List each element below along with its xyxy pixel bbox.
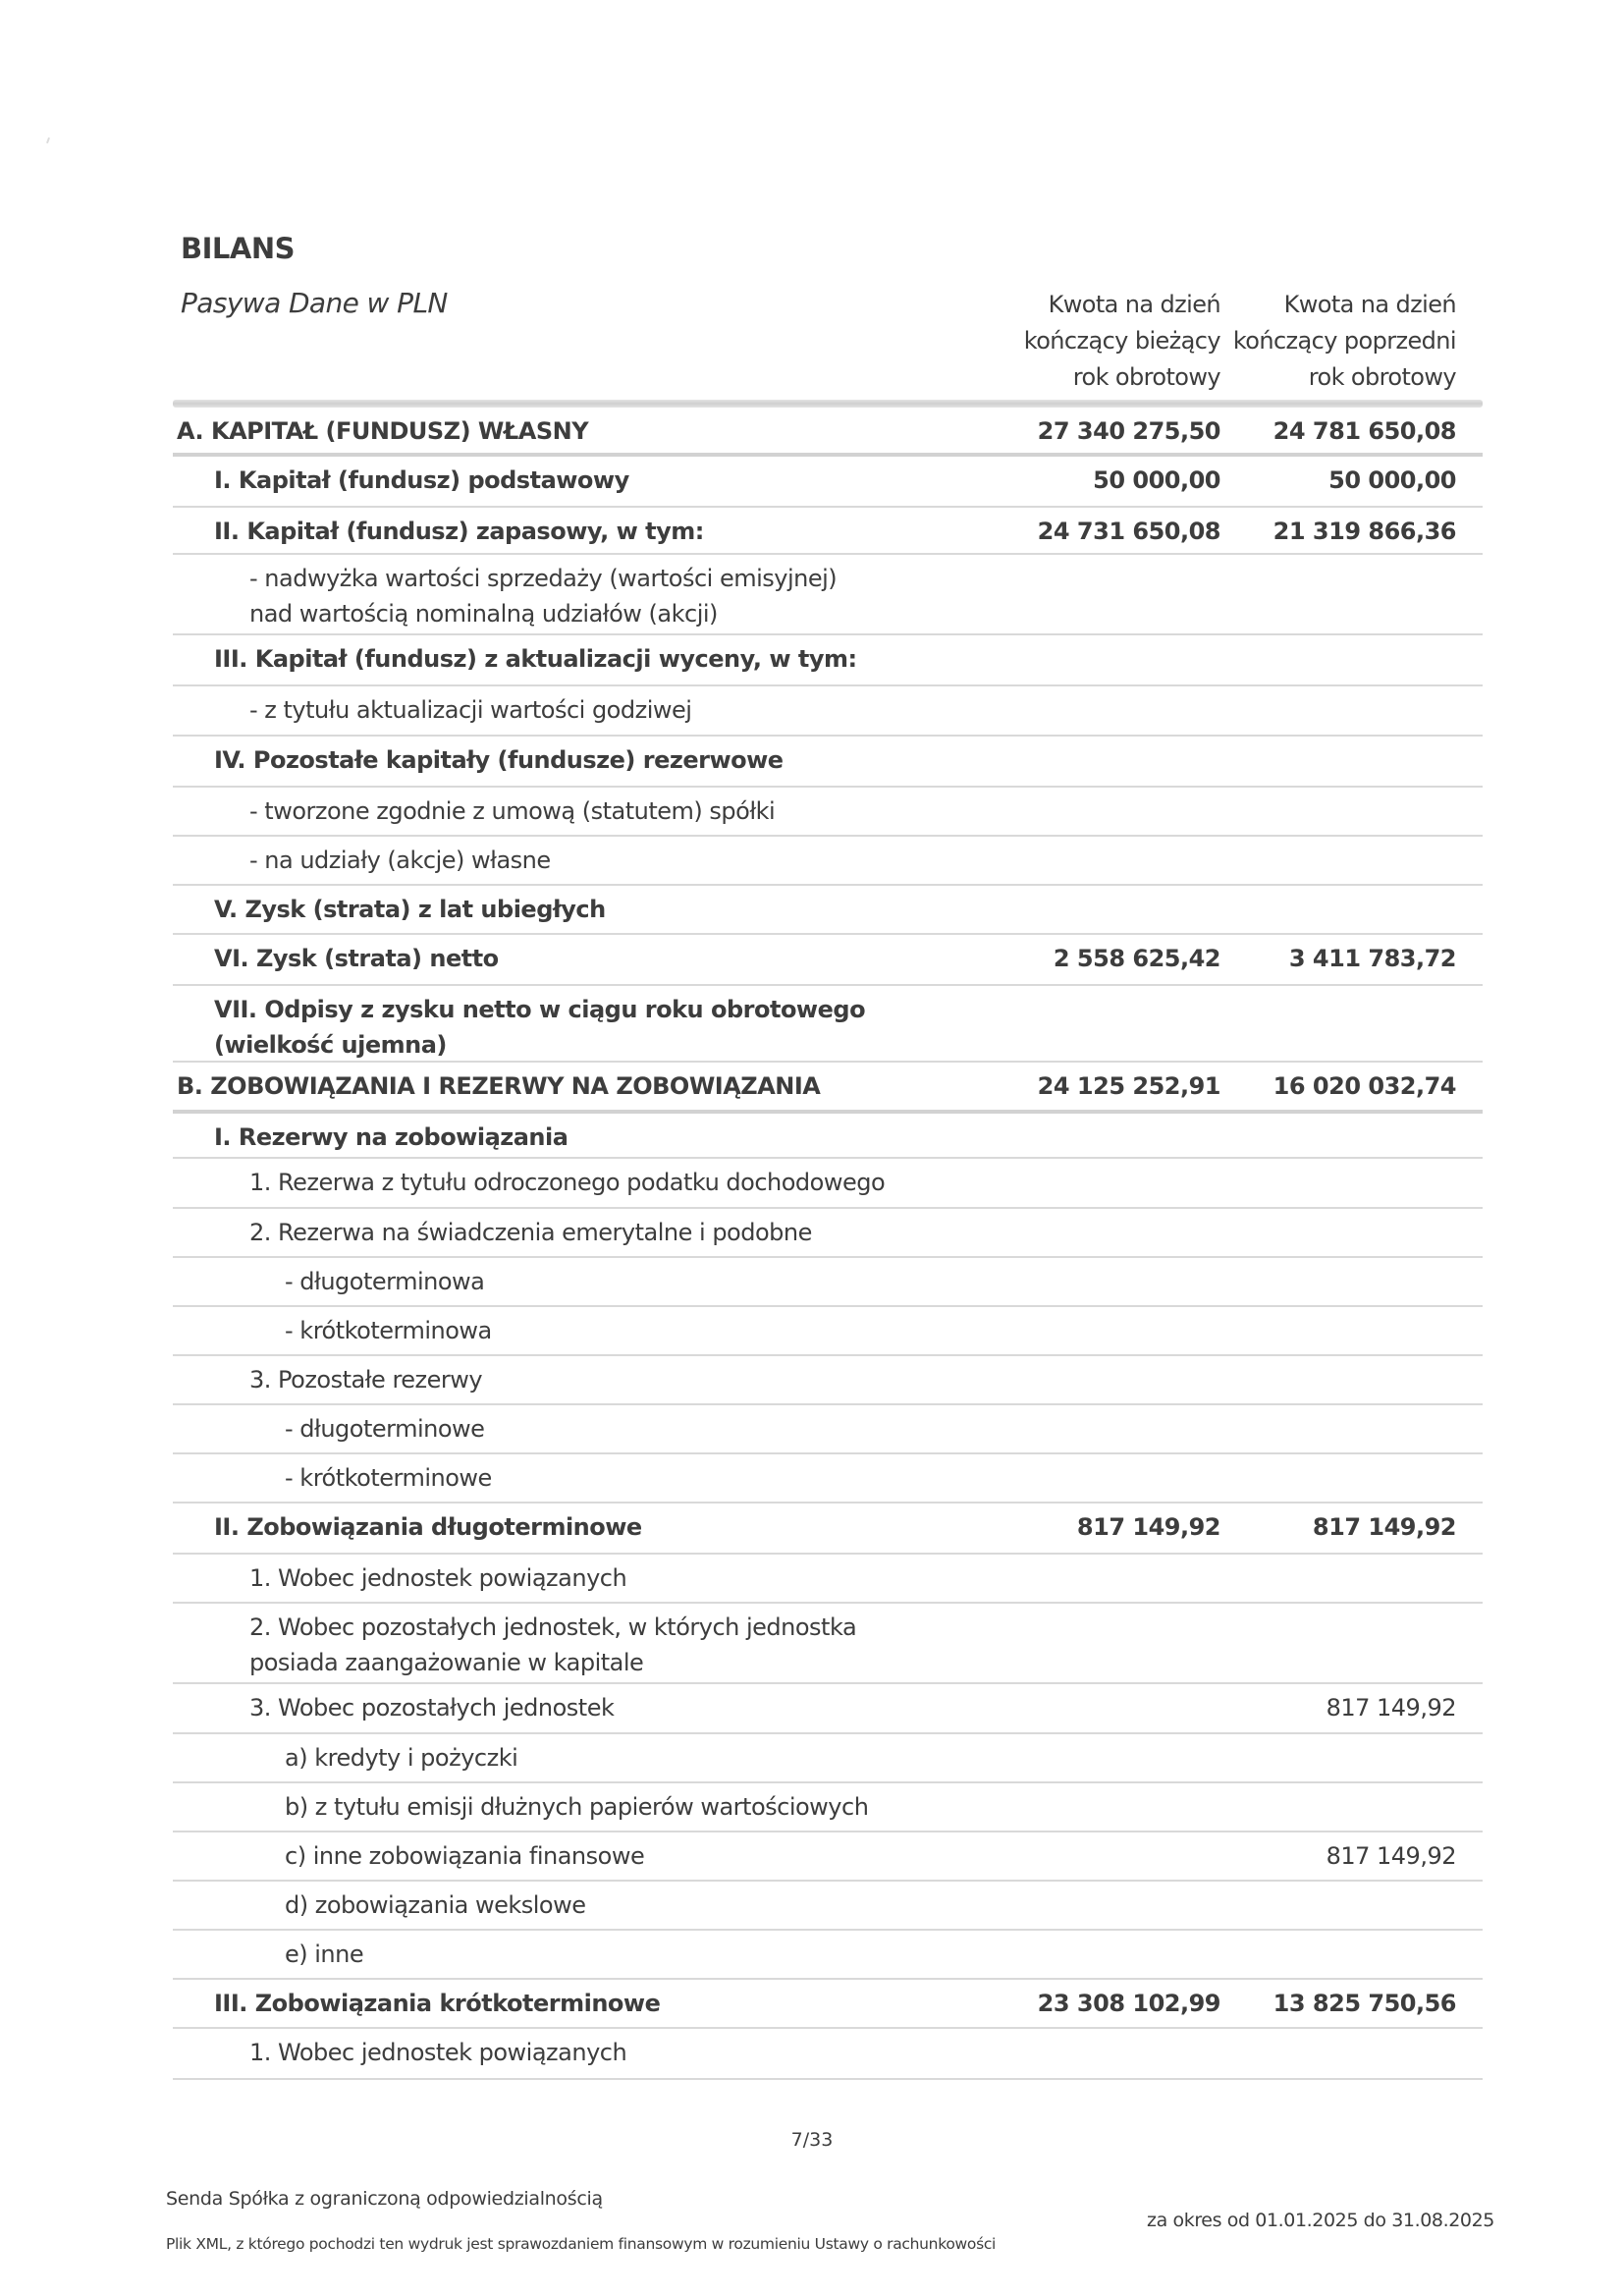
current-year-value: 24 731 650,08 [1037, 518, 1220, 545]
current-year-value: 24 125 252,91 [1037, 1072, 1220, 1100]
current-year-value: 817 149,92 [1076, 1513, 1220, 1541]
previous-year-value: 13 825 750,56 [1272, 1990, 1456, 2017]
table-row [173, 1734, 1483, 1783]
balance-sheet-table [173, 408, 1483, 2080]
table-row [173, 886, 1483, 935]
previous-year-value: 3 411 783,72 [1288, 945, 1456, 972]
table-row [173, 1159, 1483, 1209]
table-row [173, 986, 1483, 1063]
table-row [173, 1555, 1483, 1604]
table-row [173, 788, 1483, 837]
row-label: 1. Wobec jednostek powiązanych [249, 1564, 627, 1592]
table-row [173, 1454, 1483, 1503]
table-row [173, 457, 1483, 508]
row-label: VII. Odpisy z zysku netto w ciągu roku obrotowego (wielkość ujemna) [214, 996, 866, 1059]
row-label: I. Rezerwy na zobowiązania [214, 1123, 568, 1151]
row-label: - krótkoterminowa [285, 1317, 492, 1344]
table-row [173, 1832, 1483, 1882]
table-row [173, 837, 1483, 886]
row-label: A. KAPITAŁ (FUNDUSZ) WŁASNY [177, 417, 589, 445]
row-label: 2. Rezerwa na świadczenia emerytalne i podobne [249, 1219, 812, 1246]
row-label: 2. Wobec pozostałych jednostek, w których jednostka posiada zaangażowanie w kapitale [249, 1613, 857, 1676]
row-label: III. Zobowiązania krótkoterminowe [214, 1990, 661, 2017]
row-label: II. Kapitał (fundusz) zapasowy, w tym: [214, 518, 704, 545]
table-row [173, 555, 1483, 635]
table-row [173, 635, 1483, 686]
row-label: III. Kapitał (fundusz) z aktualizacji wyceny, w tym: [214, 645, 857, 673]
table-row [173, 408, 1483, 457]
row-label: b) z tytułu emisji dłużnych papierów wartościowych [285, 1793, 869, 1821]
scan-speck [46, 137, 50, 143]
previous-year-value: 817 149,92 [1312, 1513, 1456, 1541]
row-label: - tworzone zgodnie z umową (statutem) spółki [249, 797, 776, 825]
row-label: B. ZOBOWIĄZANIA I REZERWY NA ZOBOWIĄZANIA [177, 1072, 821, 1100]
table-row [173, 1783, 1483, 1832]
row-label: a) kredyty i pożyczki [285, 1744, 518, 1772]
column-header-line: rok obrotowy [1308, 363, 1456, 391]
row-label: II. Zobowiązania długoterminowe [214, 1513, 642, 1541]
row-label: - z tytułu aktualizacji wartości godziwej [249, 696, 692, 724]
row-label: - długoterminowa [285, 1268, 485, 1295]
previous-year-value: 817 149,92 [1326, 1842, 1456, 1870]
table-row [173, 1307, 1483, 1356]
table-row [173, 737, 1483, 788]
row-label: e) inne [285, 1941, 364, 1968]
row-label: - nadwyżka wartości sprzedaży (wartości emisyjnej) nad wartością nominalną udziałów (akcji) [249, 565, 838, 628]
previous-year-value: 21 319 866,36 [1272, 518, 1456, 545]
column-header-line: rok obrotowy [1072, 363, 1220, 391]
column-header-line: Kwota na dzień [1048, 291, 1220, 318]
footer-legal-note: Plik XML, z którego pochodzi ten wydruk jest sprawozdaniem finansowym w rozumieniu Ustawy o rachunkowości [166, 2235, 997, 2253]
row-label: - długoterminowe [285, 1415, 485, 1443]
table-row [173, 1684, 1483, 1734]
table-row [173, 1980, 1483, 2029]
row-label: 3. Wobec pozostałych jednostek [249, 1694, 615, 1722]
footer-reporting-period: za okres od 01.01.2025 do 31.08.2025 [1147, 2210, 1494, 2231]
table-row [173, 935, 1483, 986]
current-year-value: 50 000,00 [1093, 466, 1220, 494]
column-header-current-year [1024, 287, 1220, 396]
previous-year-value: 50 000,00 [1328, 466, 1456, 494]
row-label: V. Zysk (strata) z lat ubiegłych [214, 896, 606, 923]
table-row [173, 508, 1483, 555]
header-divider [173, 400, 1483, 408]
column-header-previous-year [1233, 287, 1456, 396]
table-row [173, 1258, 1483, 1307]
table-row [173, 1931, 1483, 1980]
row-label: I. Kapitał (fundusz) podstawowy [214, 466, 629, 494]
table-row [173, 686, 1483, 737]
table-row [173, 1114, 1483, 1159]
table-row [173, 1503, 1483, 1555]
table-row [173, 1356, 1483, 1405]
page-number: 7/33 [790, 2129, 834, 2151]
row-label: VI. Zysk (strata) netto [214, 945, 499, 972]
table-row [173, 2029, 1483, 2080]
current-year-value: 2 558 625,42 [1053, 945, 1220, 972]
row-label: d) zobowiązania wekslowe [285, 1891, 586, 1919]
table-row [173, 1405, 1483, 1454]
previous-year-value: 817 149,92 [1326, 1694, 1456, 1722]
table-row [173, 1063, 1483, 1114]
row-label: c) inne zobowiązania finansowe [285, 1842, 645, 1870]
table-row [173, 1209, 1483, 1258]
row-label: - na udziały (akcje) własne [249, 847, 551, 874]
section-subtitle: Pasywa Dane w PLN [181, 287, 448, 319]
column-header-line: Kwota na dzień [1283, 291, 1456, 318]
page-title: BILANS [181, 232, 295, 265]
row-label: 1. Rezerwa z tytułu odroczonego podatku dochodowego [249, 1169, 886, 1196]
footer-company-name: Senda Spółka z ograniczoną odpowiedzialnością [166, 2188, 603, 2210]
current-year-value: 27 340 275,50 [1037, 417, 1220, 445]
row-label: IV. Pozostałe kapitały (fundusze) rezerwowe [214, 746, 784, 774]
row-label: - krótkoterminowe [285, 1464, 492, 1492]
column-header-line: kończący bieżący [1023, 327, 1220, 355]
column-header-line: kończący poprzedni [1232, 327, 1456, 355]
previous-year-value: 24 781 650,08 [1272, 417, 1456, 445]
row-label: 1. Wobec jednostek powiązanych [249, 2039, 627, 2066]
previous-year-value: 16 020 032,74 [1272, 1072, 1456, 1100]
row-label: 3. Pozostałe rezerwy [249, 1366, 483, 1394]
table-row [173, 1604, 1483, 1684]
table-row [173, 1882, 1483, 1931]
current-year-value: 23 308 102,99 [1037, 1990, 1220, 2017]
